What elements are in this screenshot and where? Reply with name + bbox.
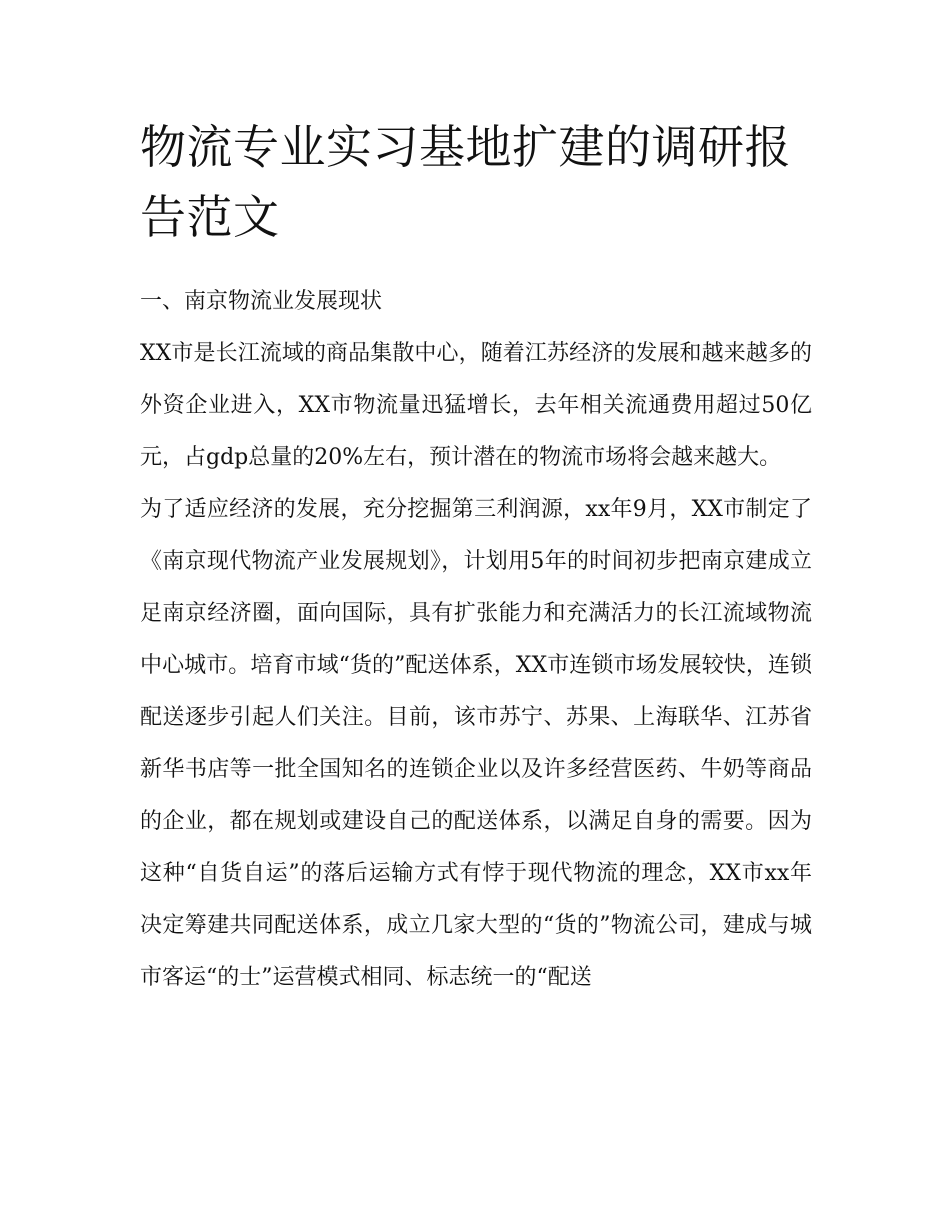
paragraph-2: 为了适应经济的发展，充分挖掘第三利润源，xx年9月，XX市制定了《南京现代物流产业发展规划》，计划用5年的时间初步把南京建成立足南京经济圈，面向国际，具有扩张能力和充满活力的长江流域物流中心城市。培育市域“货的”配送体系，XX市连锁市场发展较快，连锁配送逐步引起人们关注。目前，该市苏宁、苏果、上海联华、江苏省新华书店等一批全国知名的连锁企业以及许多经营医药、牛奶等商品的企业，都在规划或建设自己的配送体系，以满足自身的需要。因为这种“自货自运”的落后运输方式有悖于现代物流的理念，XX市xx年决定筹建共同配送体系，成立几家大型的“货的”物流公司，建成与城市客运“的士”运营模式相同、标志统一的“配送 — [140, 497, 812, 990]
section-heading: 一、南京物流业发展现状 — [140, 289, 383, 314]
document-title: 物流专业实习基地扩建的调研报告范文 — [140, 120, 791, 244]
paragraph-1: XX市是长江流域的商品集散中心，随着江苏经济的发展和越来越多的外资企业进入，XX市物流量迅猛增长，去年相关流通费用超过50亿元，占gdp总量的20%左右，预计潜在的物流市场将会越来越大。 — [140, 341, 812, 470]
document-body — [140, 112, 812, 1004]
